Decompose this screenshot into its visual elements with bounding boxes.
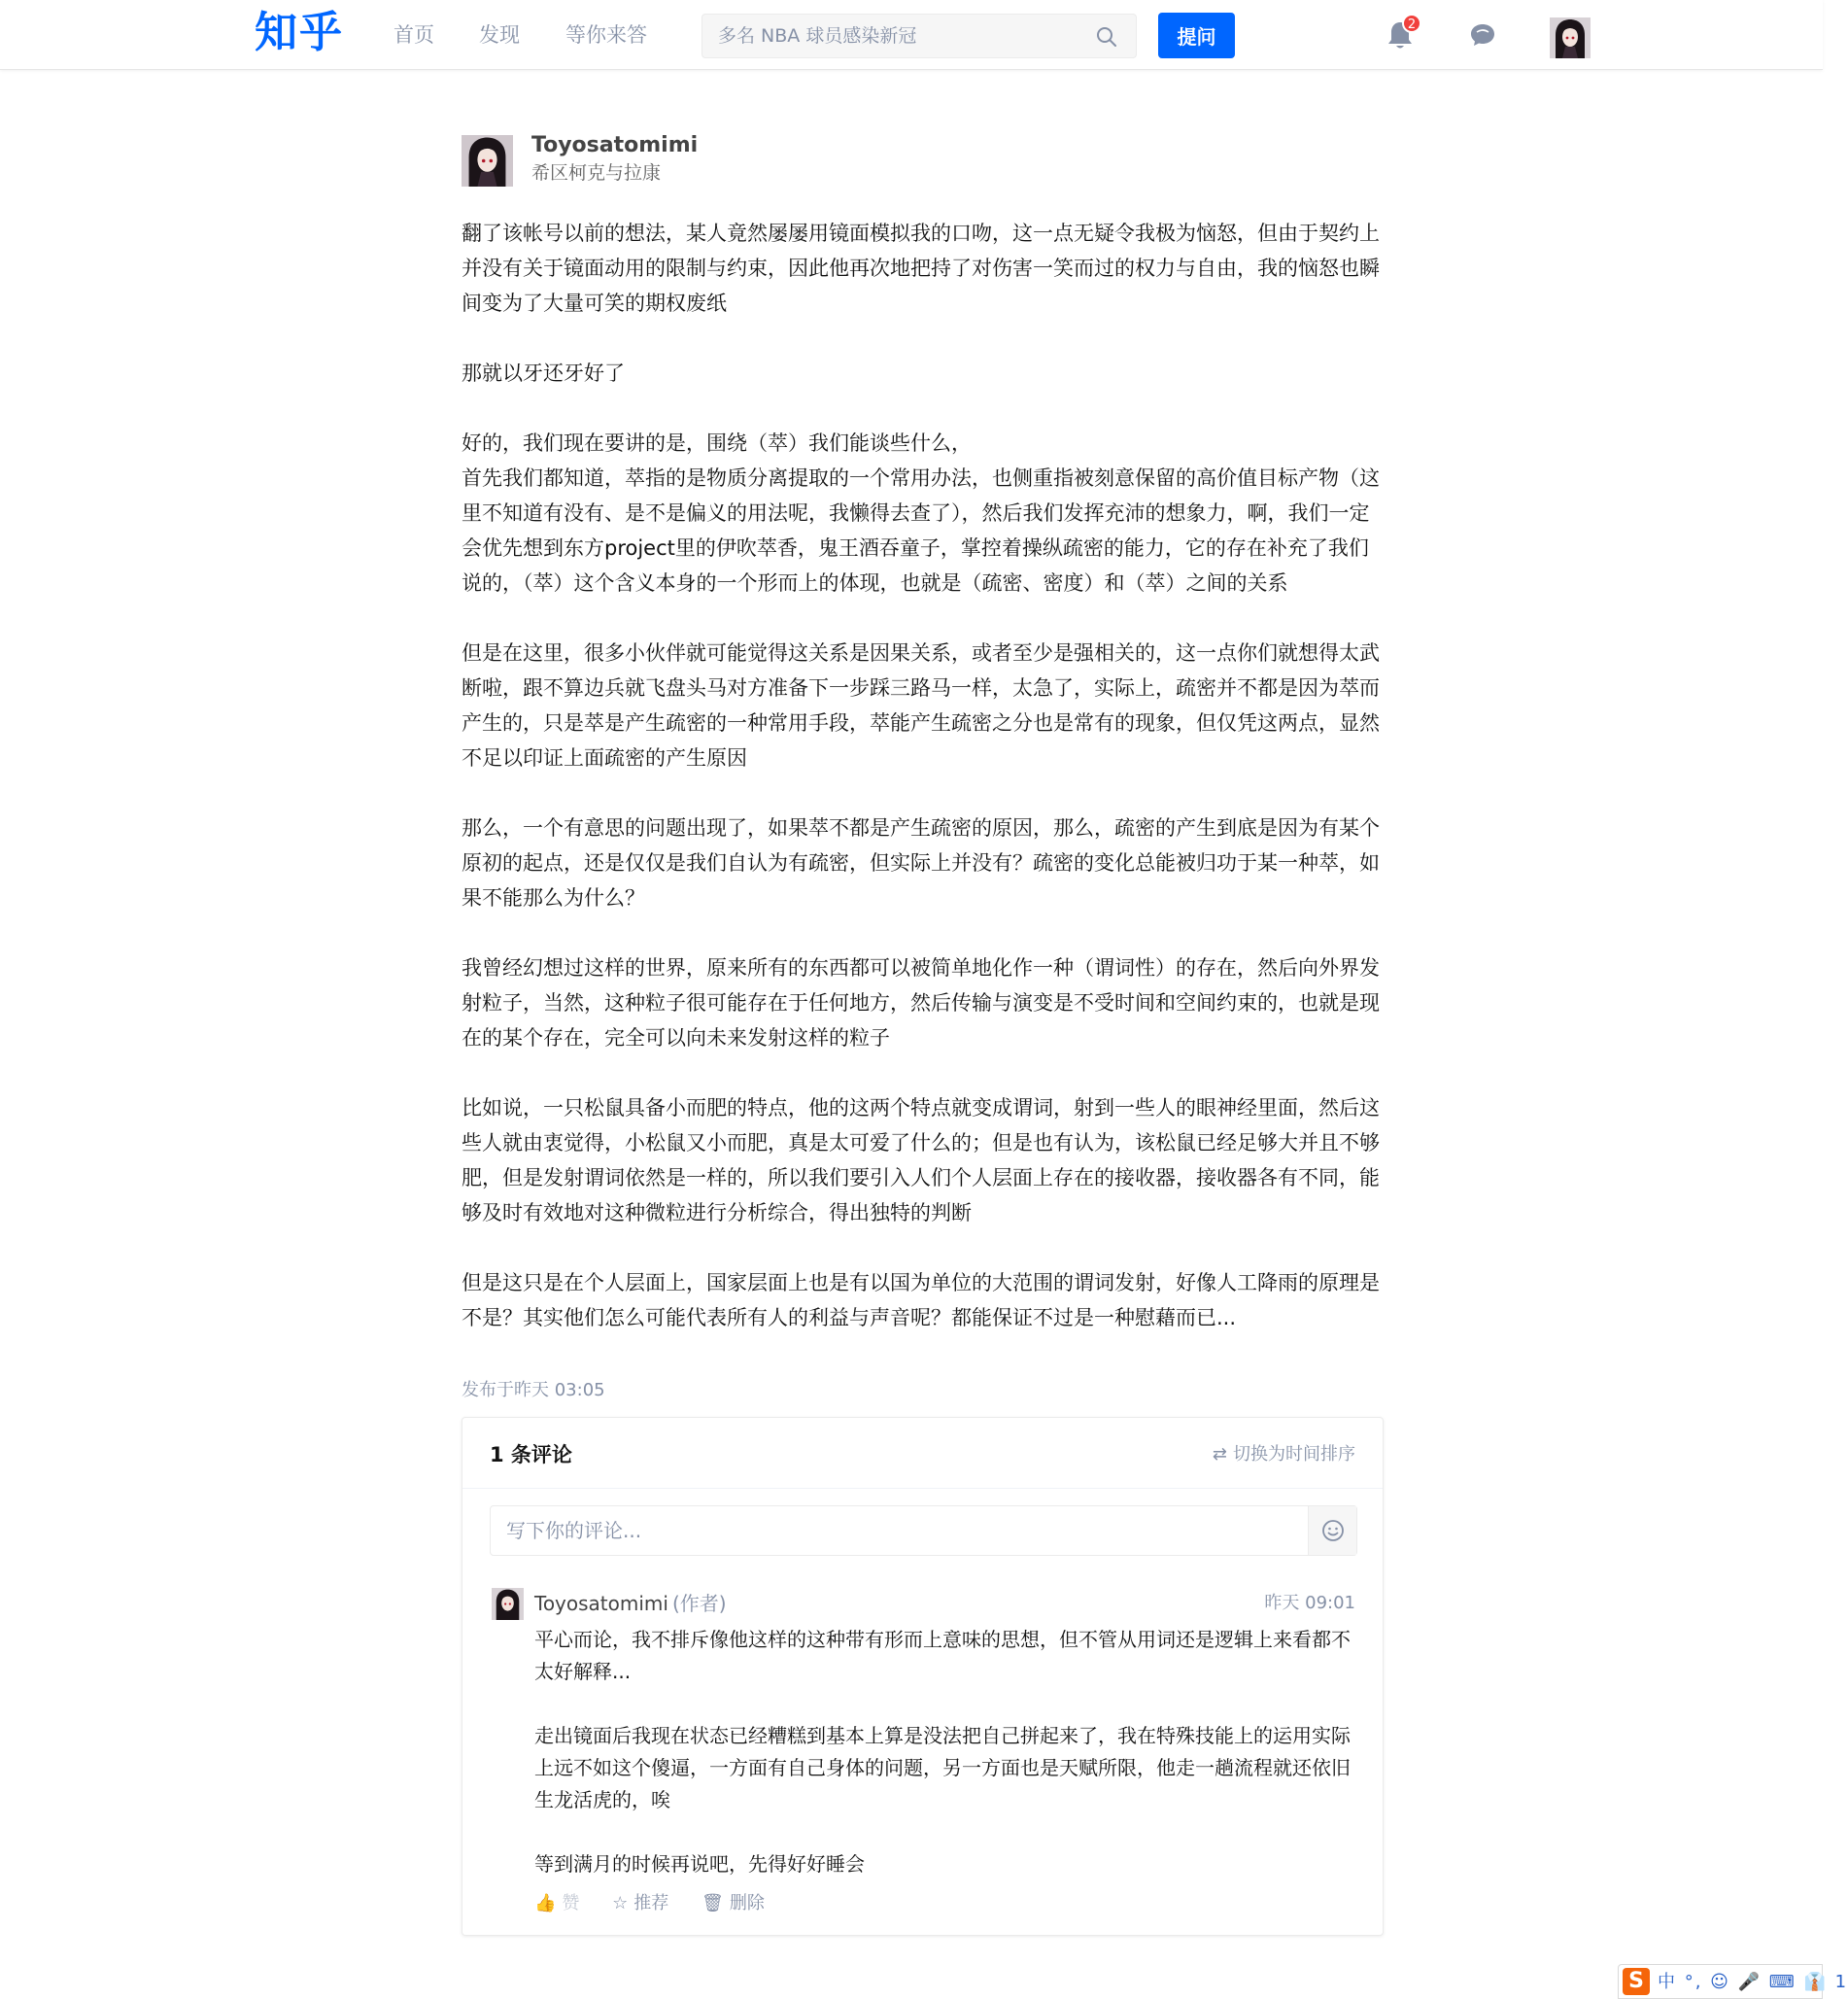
- nav-waiting-answers[interactable]: 等你来答: [565, 23, 647, 47]
- ime-toolbar[interactable]: [1618, 1964, 1848, 1999]
- comment-author[interactable]: [534, 1590, 727, 1617]
- author-role-tag: (作者): [671, 1592, 727, 1615]
- post-paragraph: 但是在这里，很多小伙伴就可能觉得这关系是因果关系，或者至少是强相关的，这一点你们就想得太武断啦，跟不算边兵就飞盘头马对方准备下一步踩三路马一样，太急了，实际上，疏密并不都是因为萃而产生的，只是萃是产生疏密的一种常用手段，萃能产生疏密之分也是常有的现象，但仅凭这两点，显然不足以印证上面疏密的产生原因: [462, 641, 1380, 770]
- notification-count-badge: 2: [1402, 14, 1421, 33]
- swap-arrows-icon: ⇄: [1212, 1444, 1227, 1465]
- comment-actions: [534, 1892, 792, 1915]
- nav-home[interactable]: 首页: [394, 23, 434, 47]
- post-paragraph: 好的，我们现在要讲的是，围绕（萃）我们能谈些什么， 首先我们都知道，萃指的是物质分离提取的一个常用办法，也侧重指被刻意保留的高价值目标产物（这里不知道有没有、是不是偏义的用法呢，我懒得去查了），然后我们发挥充沛的想象力，啊，我们一定会优先想到东方project里的伊吹萃香，鬼王酒吞童子，掌控着操纵疏密的能力，它的存在补充了我们说的，（萃）这个含义本身的一个形而上的体现，也就是（疏密、密度）和（萃）之间的关系: [462, 431, 1380, 595]
- ask-question-button[interactable]: 提问: [1158, 13, 1235, 58]
- author-bio: 希区柯克与拉康: [531, 162, 662, 184]
- user-avatar[interactable]: [1550, 17, 1591, 58]
- sort-toggle-label: 切换为时间排序: [1233, 1444, 1355, 1465]
- author-avatar[interactable]: [462, 135, 513, 187]
- comment-paragraph: 等到满月的时候再说吧，先得好好睡会: [534, 1852, 865, 1876]
- comment-section: [462, 1417, 1384, 1936]
- zhihu-logo[interactable]: 知乎: [255, 8, 344, 57]
- delete-label: 删除: [729, 1893, 765, 1913]
- comment-input-box: [490, 1505, 1357, 1556]
- messages-icon[interactable]: [1469, 21, 1496, 49]
- author-name[interactable]: Toyosatomimi: [531, 133, 699, 157]
- thumbs-up-icon: 👍: [534, 1893, 557, 1913]
- post-paragraph: 我曾经幻想过这样的世界，原来所有的东西都可以被简单地化作一种（谓词性）的存在，然后向外界发射粒子，当然，这种粒子很可能存在于任何地方，然后传输与演变是不受时间和空间约束的，也就是现在的某个存在，完全可以向未来发射这样的粒子: [462, 956, 1380, 1050]
- like-label: 赞: [562, 1893, 580, 1913]
- top-navigation-bar: [0, 0, 1823, 70]
- comment-paragraph: 走出镜面后我现在状态已经糟糕到基本上算是没法把自己拼起来了，我在特殊技能上的运用实际上远不如这个傻逼，一方面有自己身体的问题，另一方面也是天赋所限，他走一趟流程就还依旧生龙活虎的，唉: [534, 1724, 1351, 1811]
- comment-header: [462, 1418, 1383, 1489]
- comment-paragraph: 平心而论，我不排斥像他这样的这种带有形而上意味的思想，但不管从用词还是逻辑上来看都不太好解释...: [534, 1628, 1351, 1683]
- star-icon: ☆: [612, 1893, 629, 1913]
- post-paragraph: 那就以牙还牙好了: [462, 362, 625, 385]
- post-paragraph: 翻了该帐号以前的想法，某人竟然屡屡用镜面模拟我的口吻，这一点无疑令我极为恼怒，但由于契约上并没有关于镜面动用的限制与约束，因此他再次地把持了对伤害一笑而过的权力与自由，我的恼怒也瞬间变为了大量可笑的期权废纸: [462, 222, 1380, 315]
- trash-icon: 🗑: [702, 1893, 724, 1913]
- search-input[interactable]: [702, 15, 1081, 57]
- post-paragraph: 那么，一个有意思的问题出现了，如果萃不都是产生疏密的原因，那么，疏密的产生到底是因为有某个原初的起点，还是仅仅是我们自认为有疏密，但实际上并没有？疏密的变化总能被归功于某一种萃，如果不能那么为什么？: [462, 816, 1380, 910]
- recommend-button[interactable]: [612, 1892, 668, 1915]
- post-content: [462, 216, 1383, 1370]
- comment-author-name[interactable]: Toyosatomimi: [534, 1592, 668, 1615]
- comment-body: [534, 1624, 1362, 1913]
- delete-button[interactable]: [702, 1892, 765, 1915]
- comment-count: 1 条评论: [490, 1443, 572, 1466]
- search-box: [702, 14, 1137, 58]
- publish-time[interactable]: 发布于昨天 03:05: [462, 1380, 605, 1400]
- ime-controls[interactable]: 中 °, ☺ 🎤 ⌨ 👔 1: [1658, 1972, 1848, 1992]
- sort-toggle-button[interactable]: [1213, 1443, 1355, 1466]
- emoji-button[interactable]: [1308, 1506, 1356, 1555]
- post-paragraph: 但是这只是在个人层面上，国家层面上也是有以国为单位的大范围的谓词发射，好像人工降雨的原理是不是？其实他们怎么可能代表所有人的利益与声音呢？都能保证不过是一种慰藉而已...: [462, 1271, 1380, 1329]
- emoji-icon: [1321, 1519, 1345, 1542]
- comment-time: 昨天 09:01: [1264, 1593, 1355, 1613]
- like-button[interactable]: [534, 1892, 579, 1915]
- comment-author-avatar[interactable]: [492, 1588, 524, 1620]
- comment-input[interactable]: [491, 1506, 1307, 1555]
- search-icon[interactable]: [1095, 25, 1118, 49]
- nav-discover[interactable]: 发现: [479, 23, 520, 47]
- recommend-label: 推荐: [633, 1893, 669, 1913]
- sogou-logo-icon[interactable]: S: [1623, 1968, 1650, 1995]
- post-paragraph: 比如说，一只松鼠具备小而肥的特点，他的这两个特点就变成谓词，射到一些人的眼神经里面，然后这些人就由衷觉得，小松鼠又小而肥，真是太可爱了什么的；但是也有认为，该松鼠已经足够大并且不够肥，但是发射谓词依然是一样的，所以我们要引入人们个人层面上存在的接收器，接收器各有不同，能够及时有效地对这种微粒进行分析综合，得出独特的判断: [462, 1096, 1380, 1224]
